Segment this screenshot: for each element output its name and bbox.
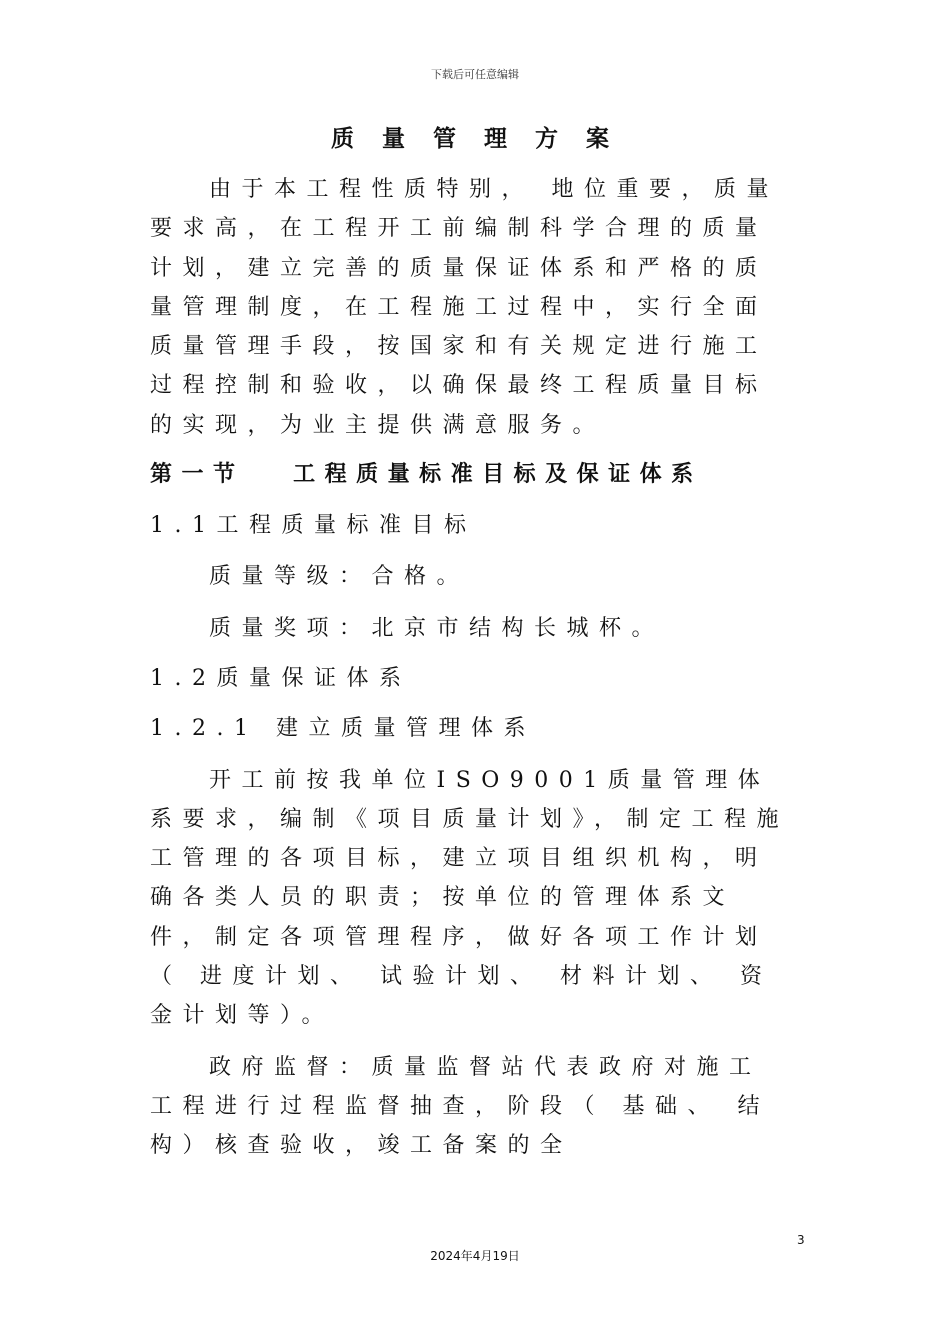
subsection-heading-1-1: 1.1工程质量标准目标	[150, 513, 477, 539]
subsection-heading-1-2: 1.2质量保证体系	[150, 665, 412, 691]
iso-paragraph: 开工前按我单位ISO9001质量管理体系要求，编制《项目质量计划》，制定工程施工管理的各项目标，建立项目组织机构，明确各类人员的职责；按单位的管理体系文件，制定各项管理程序，做好各项工作计划（ 进度计划、 试验计划、 材料计划、 资金计划等）。	[150, 767, 790, 1029]
subsection-heading-1-2-1: 1.2.1 建立质量管理体系	[150, 716, 536, 742]
quality-grade-line: 质量等级：合格。	[209, 564, 470, 590]
page-number: 3	[797, 1233, 805, 1247]
section-heading: 第一节 工程质量标准目标及保证体系	[150, 462, 703, 488]
page-footer-date: 2024年4月19日	[430, 1249, 520, 1263]
document-title: 质 量 管 理 方 案	[330, 126, 620, 152]
intro-paragraph: 由于本工程性质特别， 地位重要，质量要求高，在工程开工前编制科学合理的质量计划，建立完善的质量保证体系和严格的质量管理制度，在工程施工过程中，实行全面质量管理手段，按国家和有关规定进行施工过程控制和验收，以确保最终工程质量目标的实现，为业主提供满意服务。	[150, 177, 779, 438]
page-header: 下载后可任意编辑	[431, 68, 519, 81]
government-paragraph: 政府监督：质量监督站代表政府对施工工程进行过程监督抽查，阶段（ 基础、 结构）核查验收，竣工备案的全	[150, 1054, 770, 1159]
quality-award-line: 质量奖项：北京市结构长城杯。	[209, 615, 665, 641]
document-body	[150, 170, 790, 1166]
